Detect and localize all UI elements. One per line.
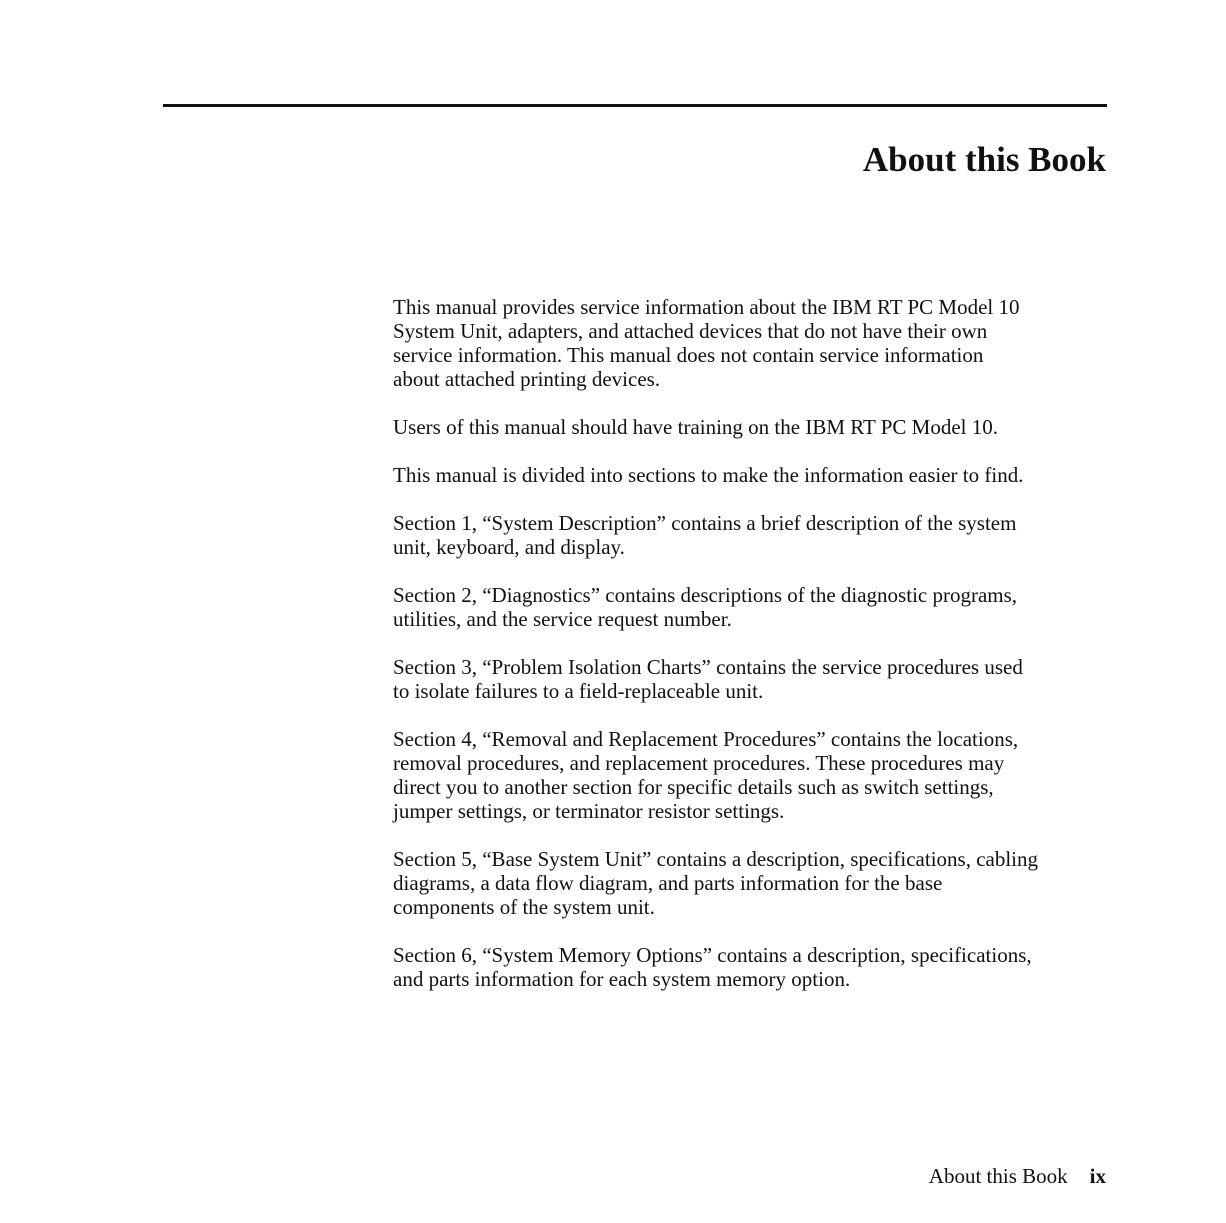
paragraph-intro: This manual provides service information about the IBM RT PC Model 10 System Unit, adapters, and attached devices that do not have their own service information. This manual does not contain service information about attached printing devices. [393,295,1020,391]
paragraph-audience: Users of this manual should have training on the IBM RT PC Model 10. [393,415,998,439]
paragraph-section-2: Section 2, “Diagnostics” contains descriptions of the diagnostic programs, utilities, and the service request number. [393,583,1018,631]
paragraph-section-6: Section 6, “System Memory Options” contains a description, specifications, and parts information for each system memory option. [393,943,1032,991]
page-number: ix [1089,1164,1106,1188]
footer-running-title: About this Book [928,1164,1068,1188]
paragraph-section-4: Section 4, “Removal and Replacement Procedures” contains the locations, removal procedures, and replacement procedures. These procedures may direct you to another section for specific details such as switch settings, jumper settings, or terminator resistor settings. [393,727,1019,823]
paragraph-section-5: Section 5, “Base System Unit” contains a description, specifications, cabling diagrams, a data flow diagram, and parts information for the base components of the system unit. [393,847,1039,919]
page-title: About this Book [862,140,1106,179]
body-text [393,295,1113,1015]
header-rule [163,104,1107,107]
paragraph-section-1: Section 1, “System Description” contains a brief description of the system unit, keyboard, and display. [393,511,1017,559]
paragraph-section-3: Section 3, “Problem Isolation Charts” contains the service procedures used to isolate failures to a field-replaceable unit. [393,655,1023,703]
paragraph-organization: This manual is divided into sections to make the information easier to find. [393,463,1024,487]
page-footer [929,1163,1106,1189]
